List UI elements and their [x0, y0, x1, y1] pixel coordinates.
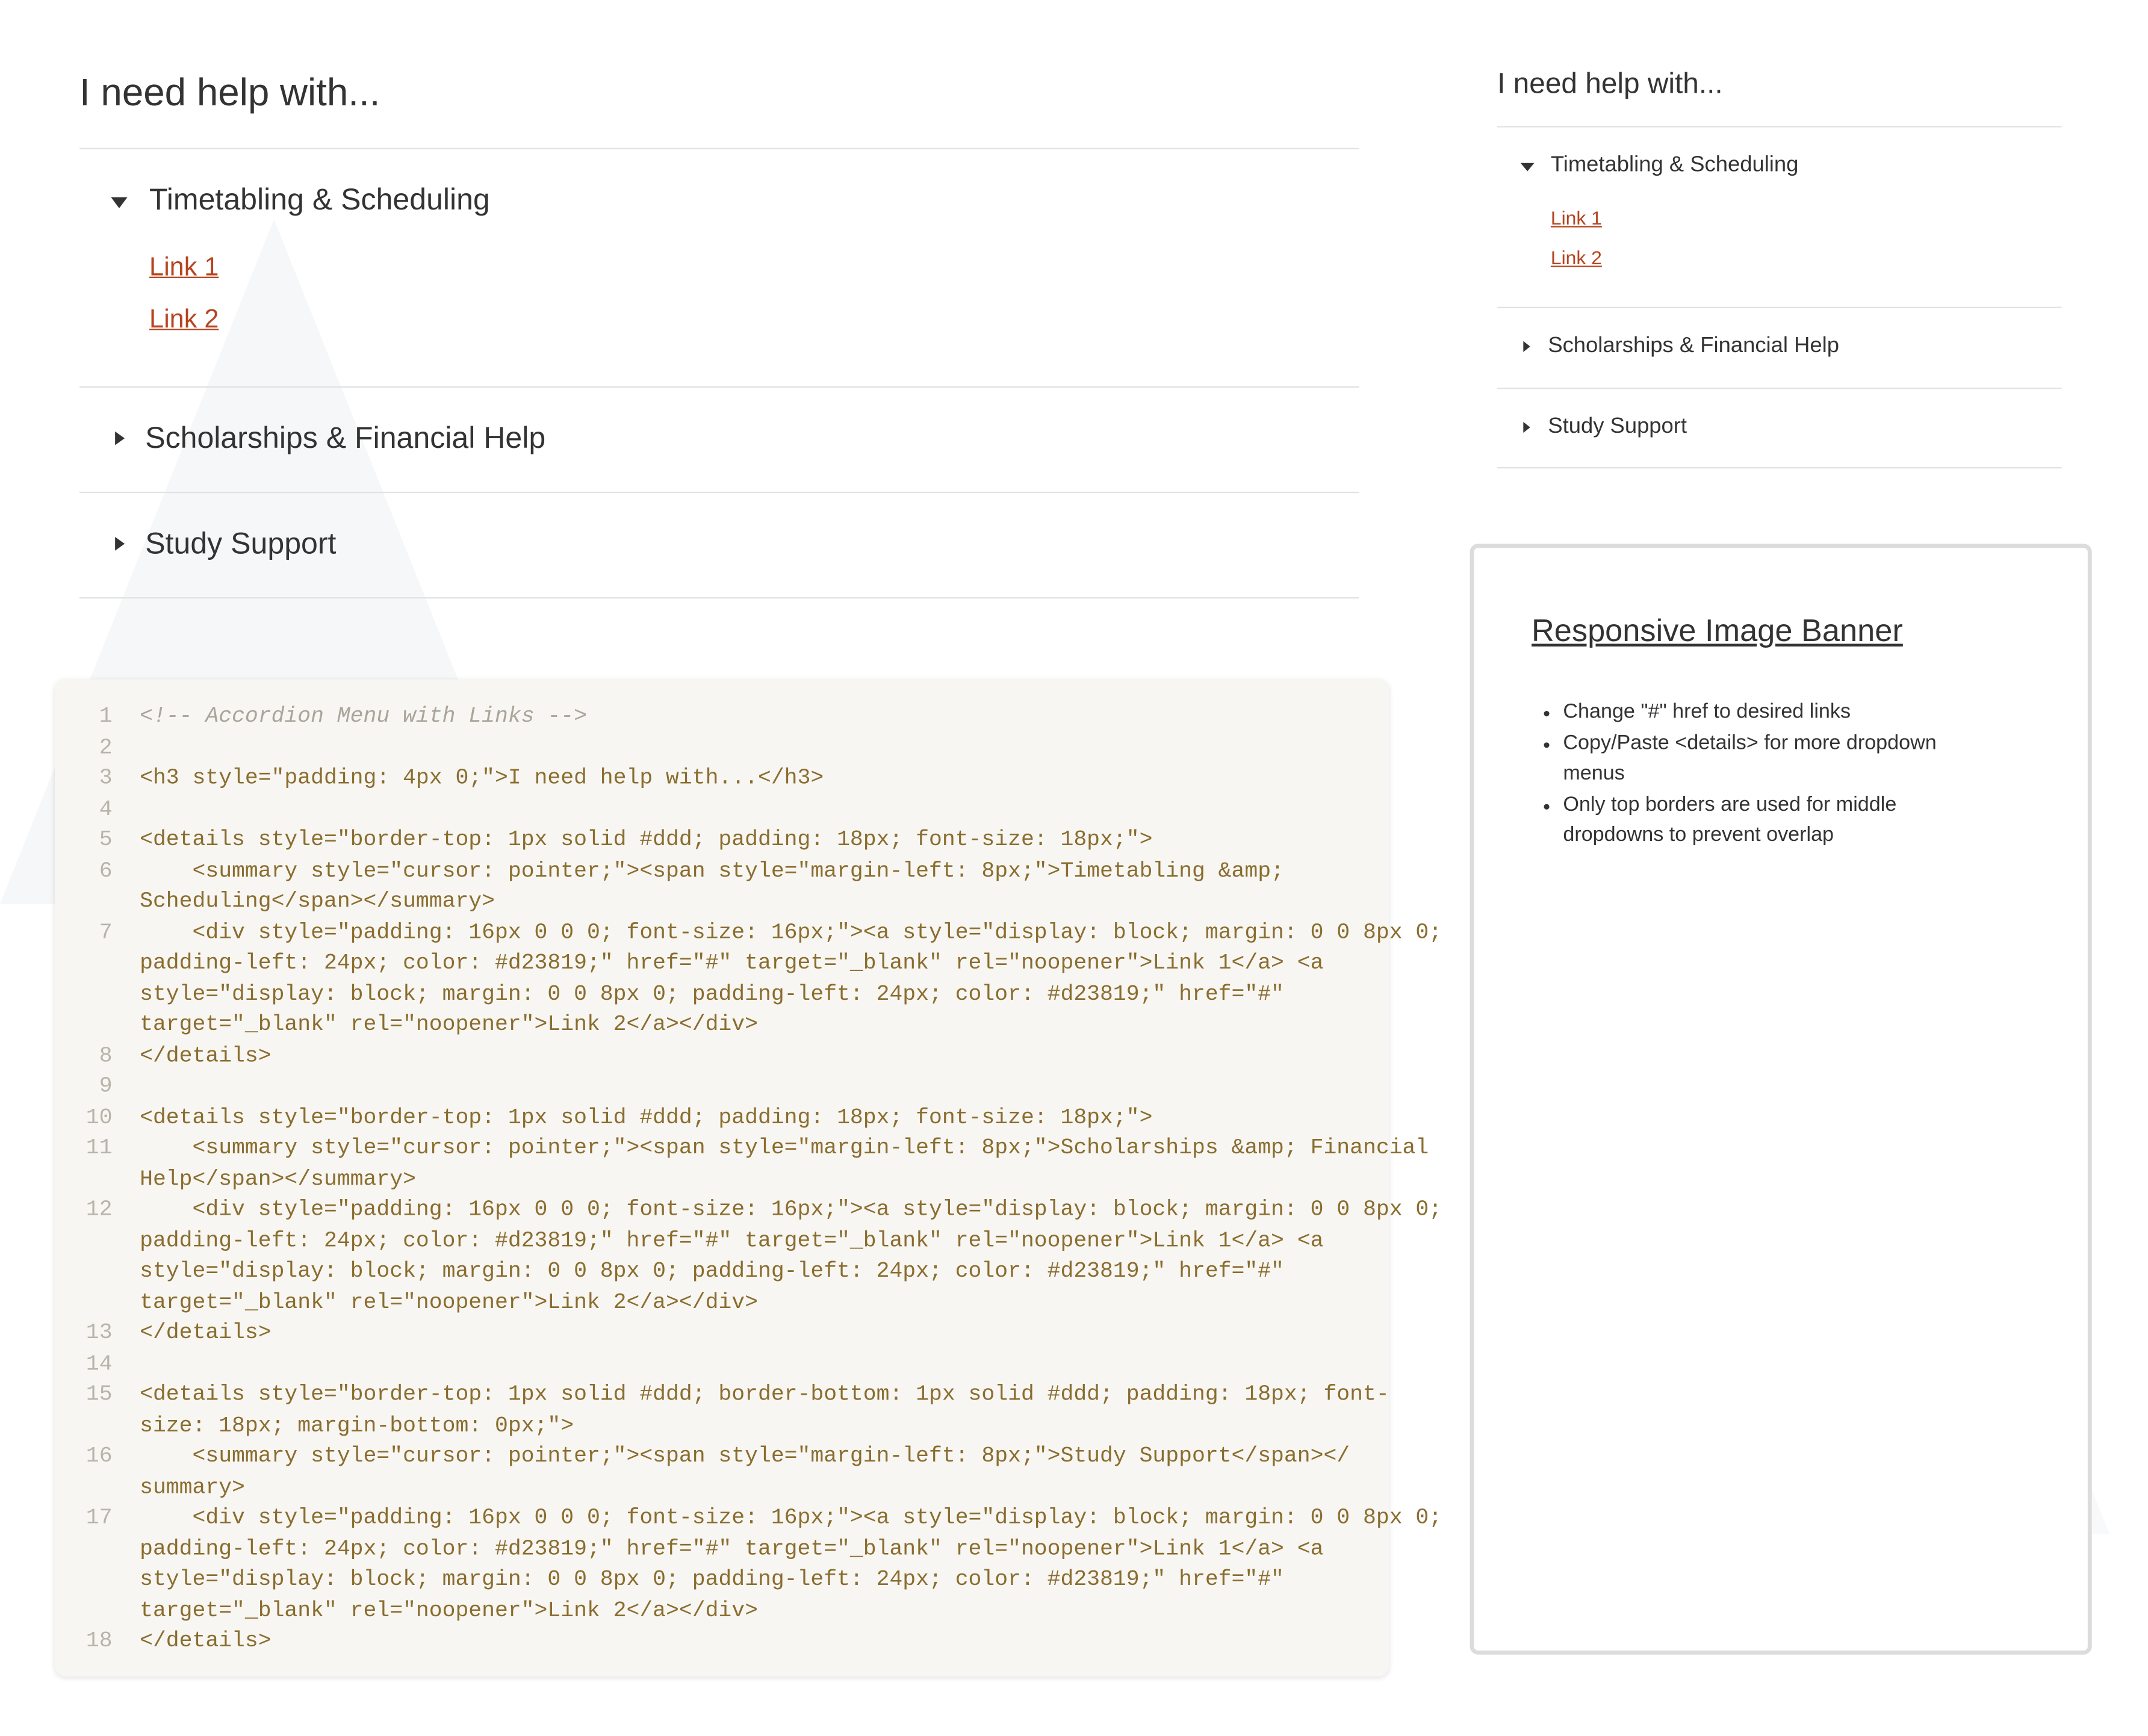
accordion-summary-scholarships[interactable]	[79, 415, 1359, 461]
code-text: <summary style="cursor: pointer;"><span style="margin-left: 8px;">Study Support</span></	[140, 1443, 1350, 1469]
code-text: summary>	[140, 1474, 245, 1499]
code-text: <details style="border-top: 1px solid #ddd; padding: 18px; font-size: 18px;">	[140, 827, 1153, 852]
summary-label: Study Support	[145, 525, 337, 560]
caret-down-icon	[111, 197, 127, 208]
card-title: Responsive Image Banner	[1532, 612, 1903, 648]
code-text: Scheduling</span></summary>	[140, 888, 495, 914]
bullet-item-continuation: dropdowns to prevent overlap	[1563, 823, 1834, 847]
line-number: 1	[99, 704, 113, 729]
summary-label: Timetabling & Scheduling	[149, 182, 490, 217]
divider	[1497, 126, 2062, 127]
line-number: 7	[99, 919, 113, 944]
line-number: 4	[99, 796, 113, 822]
code-text: </details>	[140, 1628, 272, 1654]
divider	[79, 492, 1359, 493]
code-text: <div style="padding: 16px 0 0 0; font-size: 16px;"><a style="display: block; margin: 0 0 8px 0;	[140, 919, 1442, 944]
divider	[79, 148, 1359, 149]
code-text: <div style="padding: 16px 0 0 0; font-size: 16px;"><a style="display: block; margin: 0 0 8px 0;	[140, 1505, 1442, 1530]
code-text: style="display: block; margin: 0 0 8px 0; padding-left: 24px; color: #d23819;" href="#"	[140, 1259, 1284, 1284]
code-text: target="_blank" rel="noopener">Link 2</a></div>	[140, 1289, 758, 1315]
caret-right-icon	[1523, 422, 1530, 433]
bullet-item: Only top borders are used for middle	[1563, 790, 1896, 821]
code-text: style="display: block; margin: 0 0 8px 0; padding-left: 24px; color: #d23819;" href="#"	[140, 981, 1284, 1006]
preview-link-2[interactable]: Link 2	[1550, 246, 1602, 268]
bullet-item: Copy/Paste <details> for more dropdown	[1563, 729, 1936, 760]
code-text: <h3 style="padding: 4px 0;">I need help with...</h3>	[140, 766, 824, 790]
line-number: 18	[85, 1628, 113, 1654]
line-number: 5	[99, 827, 113, 852]
divider	[1497, 467, 2062, 468]
code-text: <!-- Accordion Menu with Links -->	[140, 704, 587, 729]
line-number: 12	[85, 1197, 113, 1222]
line-number: 3	[99, 766, 113, 790]
code-text: <div style="padding: 16px 0 0 0; font-size: 16px;"><a style="display: block; margin: 0 0 8px 0;	[140, 1197, 1442, 1222]
code-text: padding-left: 24px; color: #d23819;" href="#" target="_blank" rel="noopener">Link 1</a> <a	[140, 1227, 1324, 1253]
code-text: </details>	[140, 1320, 272, 1345]
code-text: style="display: block; margin: 0 0 8px 0; padding-left: 24px; color: #d23819;" href="#"	[140, 1567, 1284, 1592]
line-number: 14	[85, 1351, 113, 1376]
code-text: <details style="border-top: 1px solid #ddd; border-bottom: 1px solid #ddd; padding: 18px; font-	[140, 1381, 1389, 1407]
line-number: 8	[99, 1043, 113, 1068]
code-text: target="_blank" rel="noopener">Link 2</a></div>	[140, 1598, 758, 1623]
line-number: 13	[85, 1320, 113, 1345]
line-number: 15	[85, 1381, 113, 1407]
line-number: 9	[99, 1073, 113, 1099]
divider	[79, 597, 1359, 598]
line-number: 10	[85, 1105, 113, 1130]
caret-right-icon	[1523, 341, 1530, 352]
line-number: 11	[85, 1135, 113, 1161]
divider	[79, 386, 1359, 388]
code-text: padding-left: 24px; color: #d23819;" href="#" target="_blank" rel="noopener">Link 1</a> <a	[140, 1536, 1324, 1561]
divider	[1497, 307, 2062, 308]
line-number: 17	[85, 1505, 113, 1530]
accordion-summary-study-support[interactable]	[79, 521, 1359, 567]
line-number: 16	[85, 1443, 113, 1469]
link-2[interactable]: Link 2	[149, 305, 219, 335]
divider	[1497, 388, 2062, 389]
preview-link-1[interactable]: Link 1	[1550, 206, 1602, 229]
line-number: 2	[99, 734, 113, 760]
code-text: size: 18px; margin-bottom: 0px;">	[140, 1413, 574, 1438]
code-text: <summary style="cursor: pointer;"><span style="margin-left: 8px;">Timetabling &amp;	[140, 858, 1284, 883]
summary-label: Study Support	[1548, 415, 1687, 439]
summary-label: Timetabling & Scheduling	[1550, 153, 1799, 177]
code-text: Help</span></summary>	[140, 1166, 416, 1191]
code-text: target="_blank" rel="noopener">Link 2</a></div>	[140, 1012, 758, 1037]
code-text: <summary style="cursor: pointer;"><span style="margin-left: 8px;">Scholarships &amp; Financial	[140, 1135, 1429, 1161]
caret-right-icon	[115, 537, 125, 551]
caret-down-icon	[1521, 163, 1535, 172]
link-1[interactable]: Link 1	[149, 253, 219, 282]
preview-summary-timetabling[interactable]	[1497, 150, 2062, 184]
summary-label: Scholarships & Financial Help	[1548, 334, 1839, 358]
summary-label: Scholarships & Financial Help	[145, 420, 546, 455]
preview-heading: I need help with...	[1497, 68, 1723, 101]
bullet-item: Change "#" href to desired links	[1563, 697, 1851, 728]
accordion-heading: I need help with...	[79, 71, 380, 114]
info-card	[1470, 544, 2092, 1654]
preview-summary-scholarships[interactable]	[1497, 332, 2062, 365]
code-block[interactable]	[55, 680, 1442, 1677]
bullet-item-continuation: menus	[1563, 761, 1625, 785]
line-number: 6	[99, 858, 113, 883]
accordion-summary-timetabling[interactable]	[79, 178, 1359, 225]
code-text: padding-left: 24px; color: #d23819;" href="#" target="_blank" rel="noopener">Link 1</a> <a	[140, 950, 1324, 976]
code-text: <details style="border-top: 1px solid #ddd; padding: 18px; font-size: 18px;">	[140, 1105, 1153, 1130]
caret-right-icon	[115, 432, 125, 445]
preview-summary-study-support[interactable]	[1497, 412, 2062, 445]
code-text: </details>	[140, 1043, 272, 1068]
